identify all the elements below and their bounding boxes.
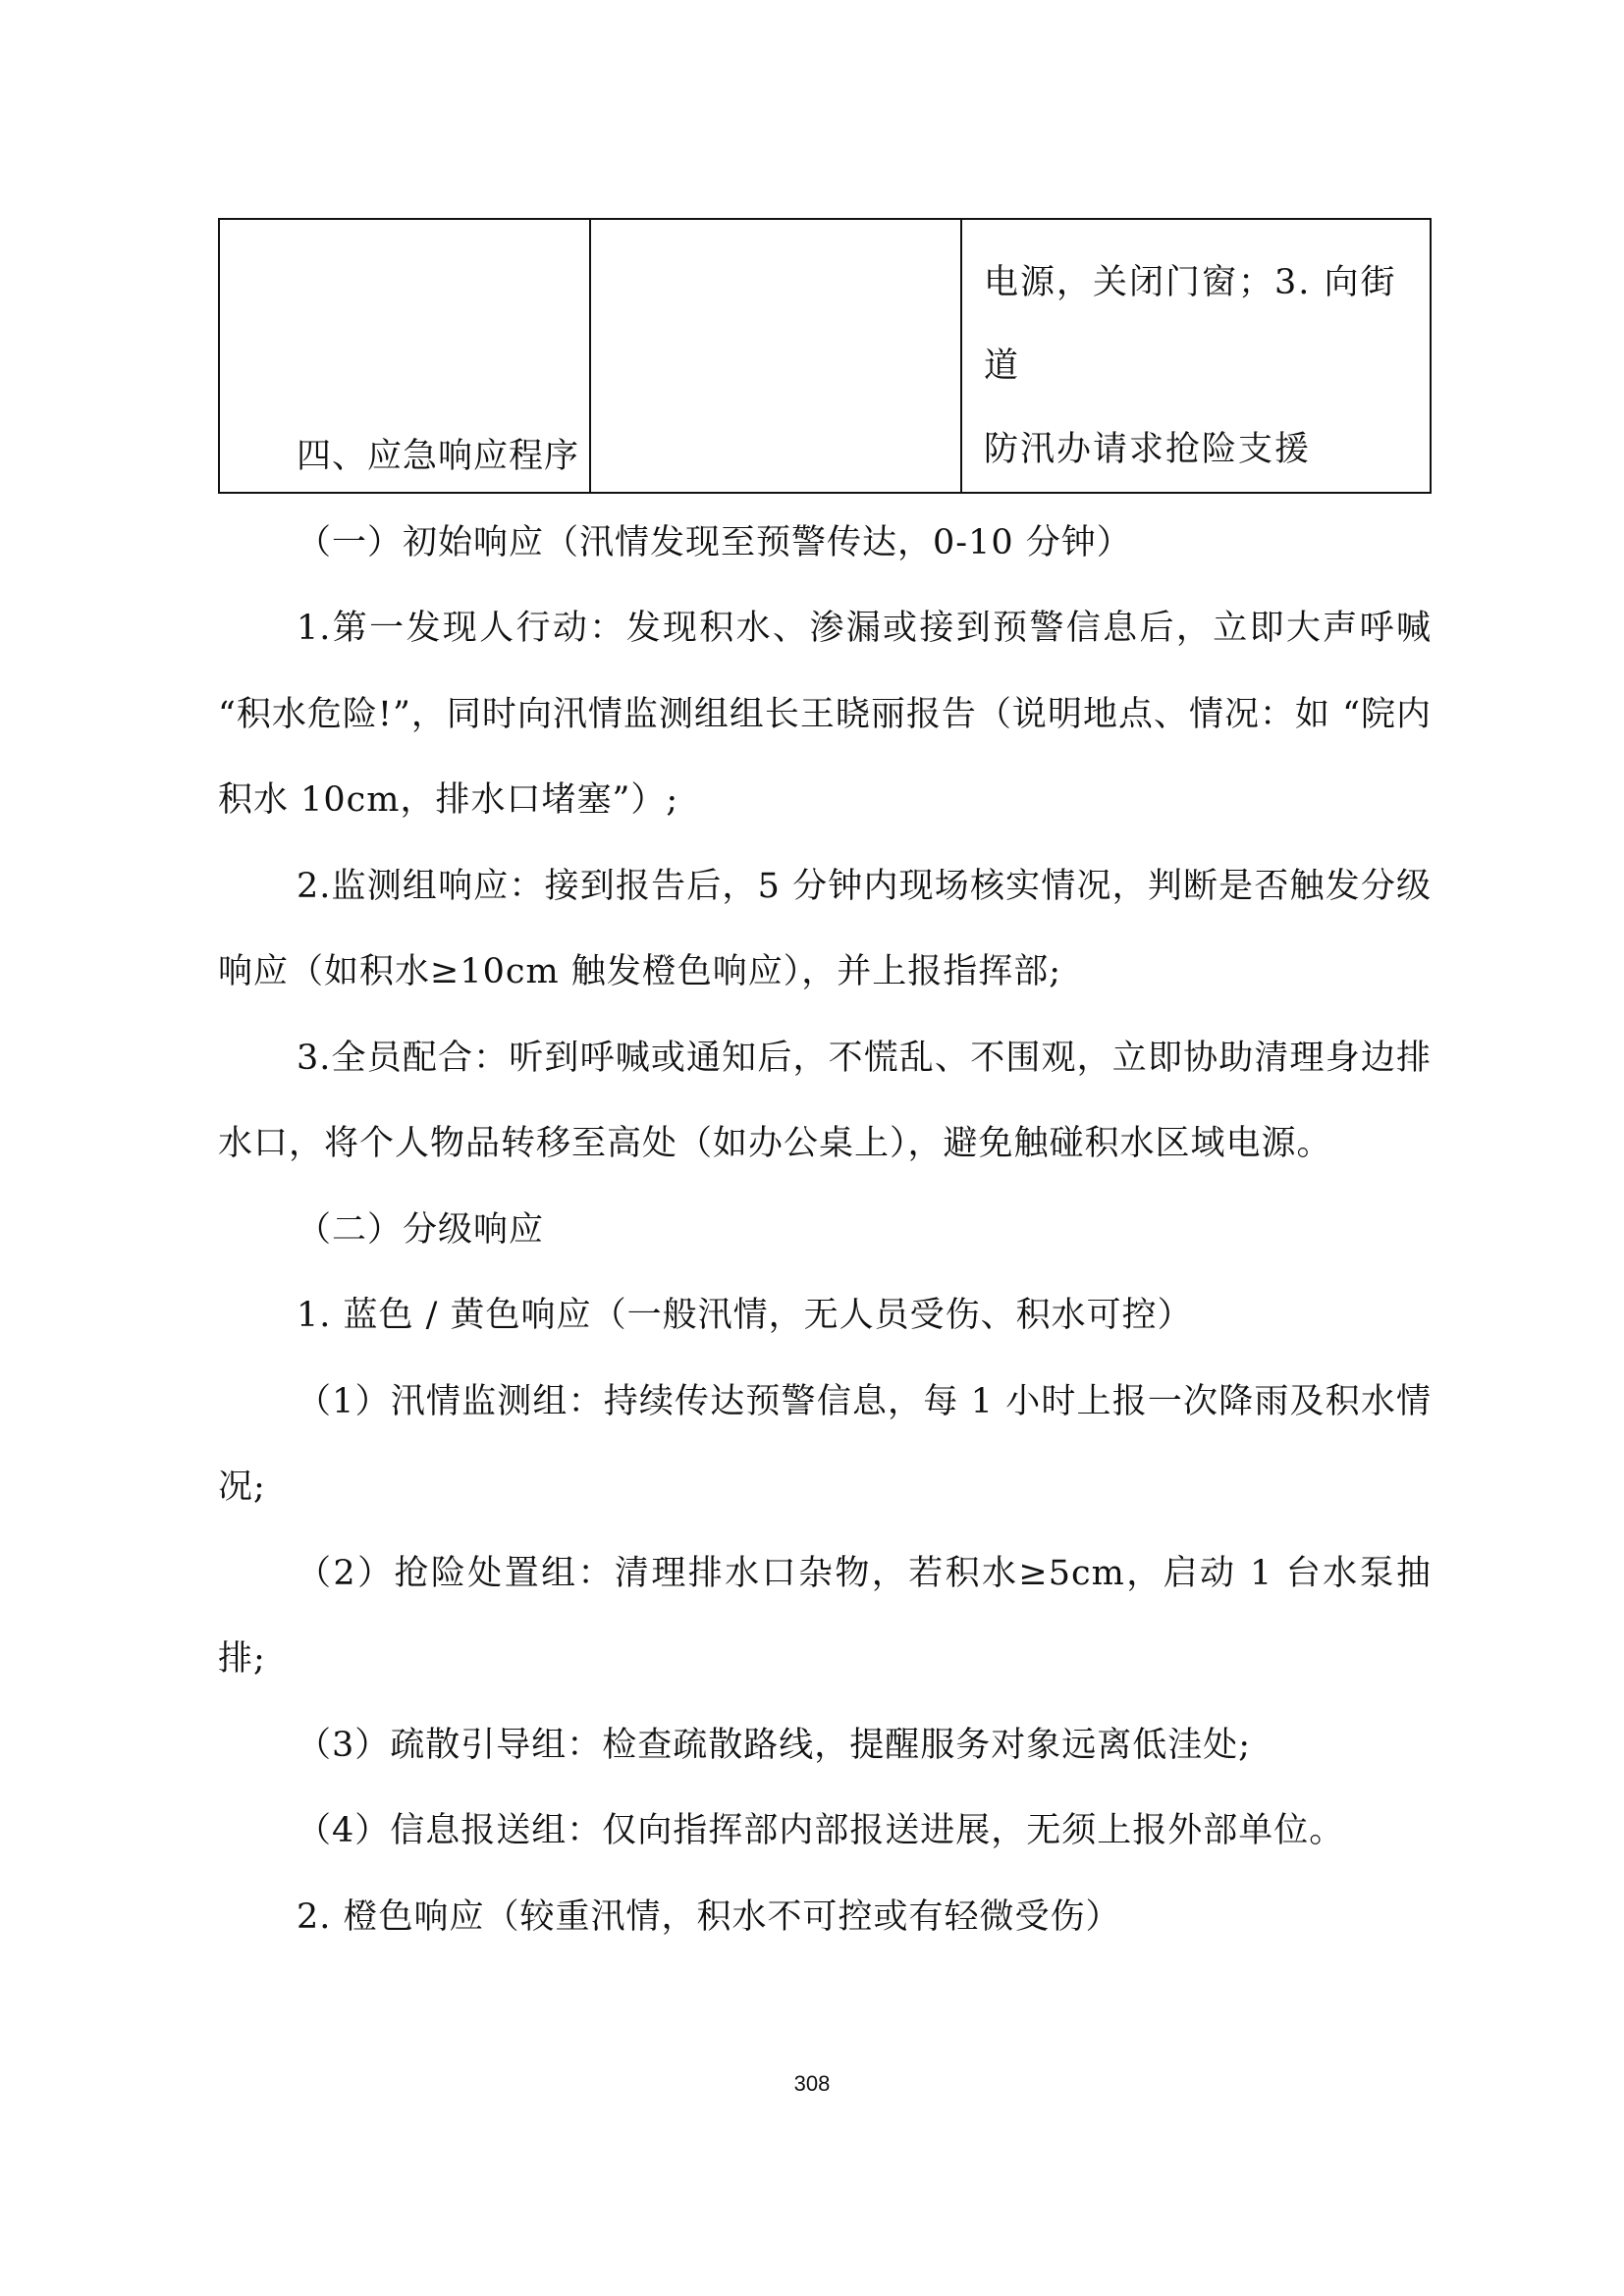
section-heading: 四、应急响应程序 [297,437,580,476]
table-cell-text [220,220,589,241]
paragraph: 2.监测组响应：接到报告后，5 分钟内现场核实情况，判断是否触发分级响应（如积水≥10cm 触发橙色响应），并上报指挥部; [218,866,1432,991]
subsection-heading: （一）初始响应（汛情发现至预警传达，0-10 分钟） [297,522,1132,562]
table-cell-text [591,220,960,241]
page-number: 308 [793,2071,831,2096]
paragraph: （4）信息报送组：仅向指挥部内部报送进展，无须上报外部单位。 [297,1811,1345,1850]
paragraph: 1. 蓝色 / 黄色响应（一般汛情，无人员受伤、积水可控） [297,1296,1193,1335]
subsection-heading: （二）分级响应 [297,1209,545,1250]
paragraph: 3.全员配合：听到呼喊或通知后，不慌乱、不围观，立即协助清理身边排水口，将个人物品转移至高处（如办公桌上），避免触碰积水区域电源。 [218,1038,1432,1163]
paragraph: 2. 橙色响应（较重汛情，积水不可控或有轻微受伤） [297,1896,1121,1937]
body-text [218,414,1432,1960]
paragraph: （1）汛情监测组：持续传达预警信息，每 1 小时上报一次降雨及积水情况; [218,1381,1432,1507]
table-cell-text: 电源，关闭门窗；3. 向街道 防汛办请求抢险支援 [984,263,1397,469]
paragraph: （2）抢险处置组：清理排水口杂物，若积水≥5cm，启动 1 台水泵抽排; [218,1553,1432,1679]
paragraph: （3）疏散引导组：检查疏散路线，提醒服务对象远离低洼处; [297,1725,1252,1765]
paragraph: 1.第一发现人行动：发现积水、渗漏或接到预警信息后，立即大声呼喊 “积水危险!”，同时向汛情监测组组长王晓丽报告（说明地点、情况：如 “院内积水 10cm，排水口堵塞”）; [218,609,1432,820]
